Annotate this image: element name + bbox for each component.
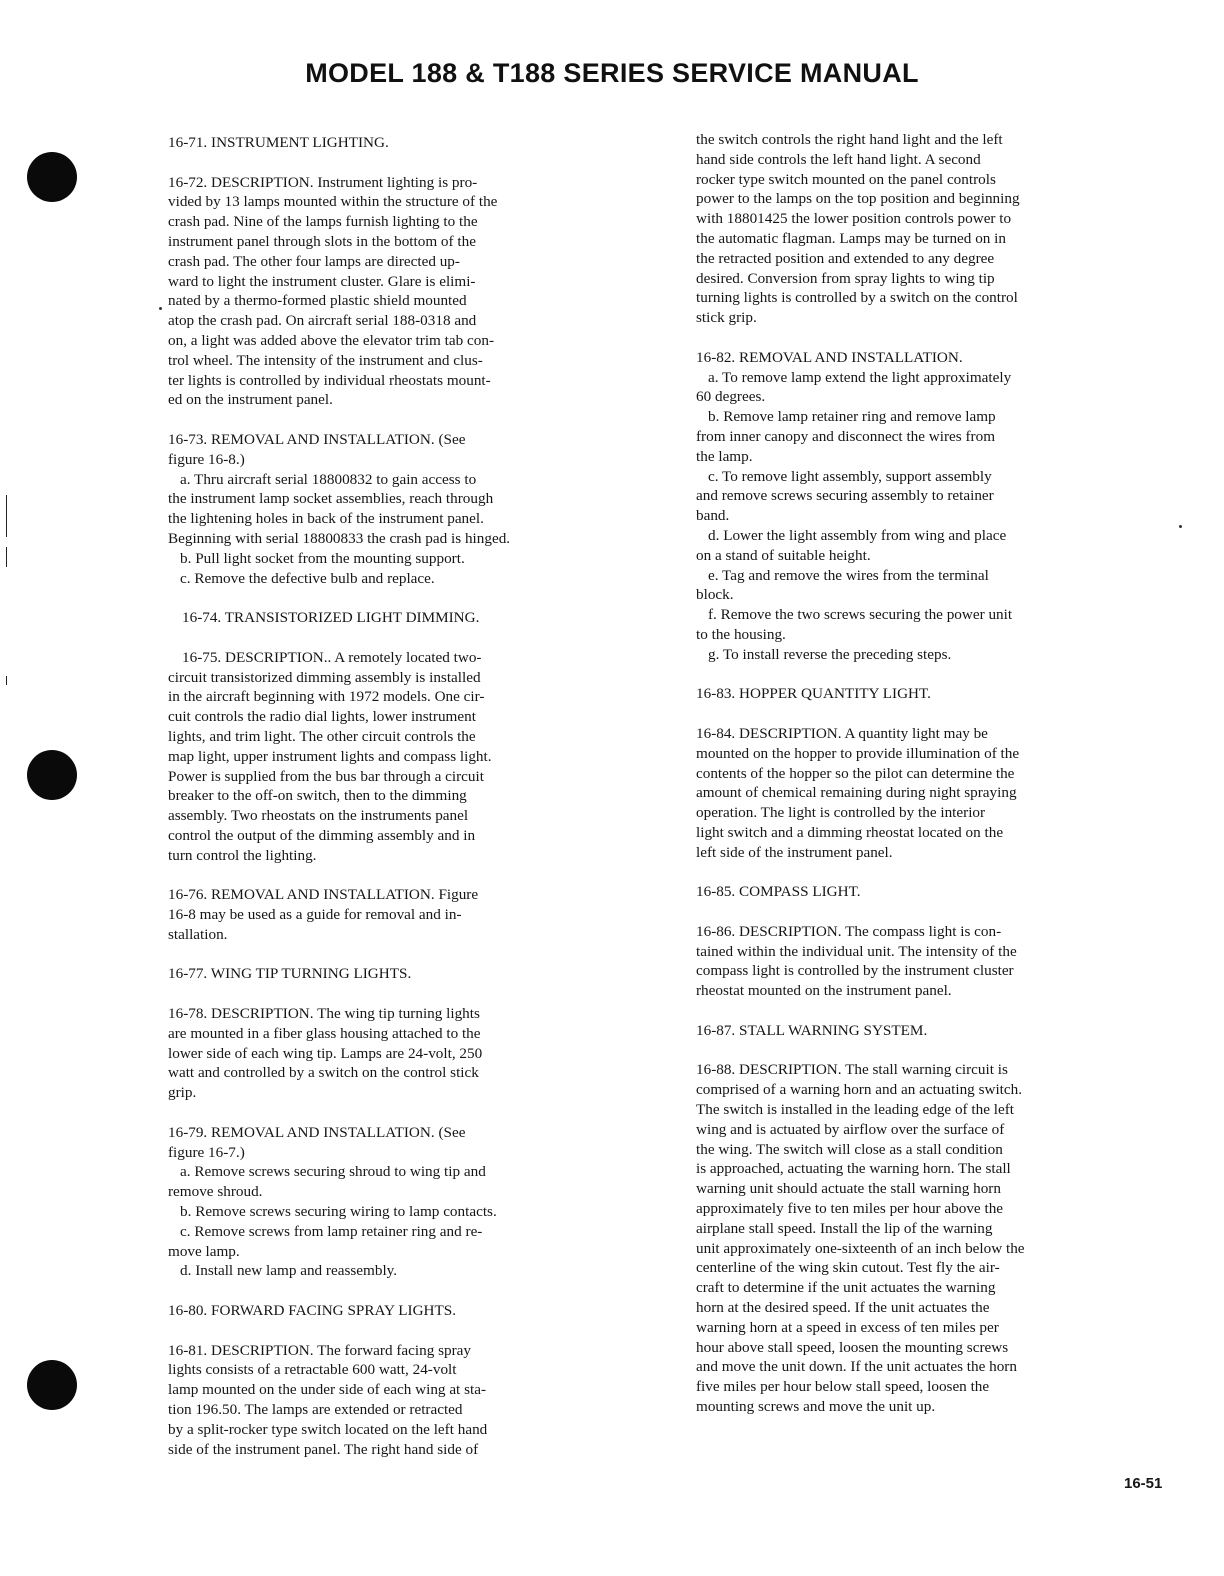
text-line: amount of chemical remaining during night spraying (696, 784, 1017, 802)
text-line: breaker to the off-on switch, then to the dimming (168, 787, 467, 805)
text-line: compass light is controlled by the instrument cluster (696, 962, 1014, 980)
text-line: g. To install reverse the preceding steps. (708, 645, 952, 663)
text-line: 60 degrees. (696, 388, 766, 406)
text-line: crash pad. The other four lamps are directed up- (168, 252, 460, 270)
binder-hole-bottom (27, 1360, 77, 1410)
binder-hole-top (27, 152, 77, 202)
text-line: wing and is actuated by airflow over the surface of (696, 1120, 1005, 1138)
text-line: d. Install new lamp and reassembly. (180, 1262, 398, 1280)
text-line: 16-71. INSTRUMENT LIGHTING. (168, 134, 389, 151)
text-line: f. Remove the two screws securing the power unit (708, 606, 1013, 624)
text-line: power to the lamps on the top position and beginning (696, 190, 1020, 208)
text-line: operation. The light is controlled by the interior (696, 804, 986, 822)
scan-speck (159, 307, 162, 310)
text-line: the automatic flagman. Lamps may be turned on in (696, 229, 1006, 247)
text-line: 16-76. REMOVAL AND INSTALLATION. Figure (168, 886, 479, 904)
text-line: band. (696, 507, 730, 525)
text-line: turn control the lighting. (168, 846, 317, 864)
text-line: rocker type switch mounted on the panel controls (696, 170, 996, 188)
text-line: airplane stall speed. Install the lip of the warning (696, 1219, 993, 1237)
text-line: warning unit should actuate the stall warning horn (696, 1180, 1001, 1198)
text-line: centerline of the wing skin cutout. Test fly the air- (696, 1259, 1000, 1277)
text-line: remove shroud. (168, 1183, 263, 1201)
text-line: 16-80. FORWARD FACING SPRAY LIGHTS. (168, 1302, 457, 1320)
text-line: ward to light the instrument cluster. Glare is elimi- (168, 272, 476, 290)
text-line: instrument panel through slots in the bottom of the (168, 232, 476, 250)
text-line: move lamp. (168, 1242, 240, 1260)
text-line: control the output of the dimming assembly and in (168, 826, 476, 844)
text-line: 16-86. DESCRIPTION. The compass light is con- (696, 922, 1002, 940)
text-line: 16-74. TRANSISTORIZED LIGHT DIMMING. (182, 609, 480, 627)
scan-mark (6, 547, 7, 567)
text-line: Beginning with serial 18800833 the crash pad is hinged. (168, 529, 511, 547)
text-line: 16-72. DESCRIPTION. Instrument lighting is pro- (168, 173, 478, 191)
text-line: Power is supplied from the bus bar through a circuit (168, 767, 484, 785)
text-line: 16-82. REMOVAL AND INSTALLATION. (696, 348, 963, 366)
text-line: the retracted position and extended to any degree (696, 249, 995, 267)
text-line: grip. (168, 1084, 197, 1102)
text-line: The switch is installed in the leading edge of the left (696, 1101, 1015, 1119)
text-line: desired. Conversion from spray lights to wing tip (696, 269, 995, 287)
scan-mark (6, 676, 7, 685)
text-line: lamp mounted on the under side of each wing at sta- (168, 1381, 487, 1399)
text-line: e. Tag and remove the wires from the terminal (708, 566, 989, 584)
text-line: approximately five to ten miles per hour above the (696, 1200, 1004, 1218)
right-column (696, 130, 1025, 1417)
text-line: crash pad. Nine of the lamps furnish lighting to the (168, 213, 478, 231)
text-line: a. Remove screws securing shroud to wing tip and (180, 1163, 486, 1181)
text-line: 16-79. REMOVAL AND INSTALLATION. (See (168, 1123, 466, 1141)
text-line: nated by a thermo-formed plastic shield mounted (168, 292, 467, 310)
text-line: lower side of each wing tip. Lamps are 24-volt, 250 (168, 1044, 483, 1062)
text-line: on a stand of suitable height. (696, 546, 871, 564)
text-line: 16-84. DESCRIPTION. A quantity light may be (696, 724, 988, 742)
text-line: unit approximately one-sixteenth of an inch below the (696, 1239, 1025, 1257)
text-line: 16-78. DESCRIPTION. The wing tip turning lights (168, 1005, 480, 1023)
text-line: in the aircraft beginning with 1972 models. One cir- (168, 688, 485, 706)
text-line: 16-88. DESCRIPTION. The stall warning circuit is (696, 1061, 1008, 1079)
text-line: ed on the instrument panel. (168, 391, 333, 409)
text-line: mounted on the hopper to provide illumination of the (696, 744, 1020, 762)
text-line: left side of the instrument panel. (696, 843, 893, 861)
text-line: tained within the individual unit. The intensity of the (696, 942, 1017, 960)
text-line: turning lights is controlled by a switch on the control (696, 289, 1018, 307)
text-line: block. (696, 586, 734, 604)
text-line: mounting screws and move the unit up. (696, 1398, 936, 1415)
text-line: figure 16-7.) (168, 1143, 245, 1161)
page-title: MODEL 188 & T188 SERIES SERVICE MANUAL (305, 58, 919, 88)
text-line: atop the crash pad. On aircraft serial 188-0318 and (168, 312, 477, 330)
text-line: hand side controls the left hand light. A second (696, 150, 981, 168)
text-line: watt and controlled by a switch on the control stick (168, 1064, 479, 1082)
text-line: 16-75. DESCRIPTION.. A remotely located two- (182, 648, 482, 666)
text-line: b. Pull light socket from the mounting support. (180, 549, 465, 567)
text-line: d. Lower the light assembly from wing and place (708, 526, 1007, 544)
text-line: tion 196.50. The lamps are extended or retracted (168, 1401, 463, 1418)
binder-hole-middle (27, 750, 77, 800)
text-line: b. Remove screws securing wiring to lamp contacts. (180, 1203, 497, 1221)
text-line: stick grip. (696, 309, 757, 327)
text-line: hour above stall speed, loosen the mounting screws (696, 1338, 1009, 1356)
text-line: by a split-rocker type switch located on the left hand (168, 1420, 488, 1438)
text-line: 16-81. DESCRIPTION. The forward facing spray (168, 1341, 471, 1359)
text-line: the instrument lamp socket assemblies, reach through (168, 490, 494, 508)
text-line: 16-87. STALL WARNING SYSTEM. (696, 1021, 928, 1039)
text-line: rheostat mounted on the instrument panel. (696, 982, 952, 1000)
text-line: map light, upper instrument lights and compass light. (168, 747, 492, 765)
scan-mark (6, 495, 7, 537)
text-line: 16-8 may be used as a guide for removal and in- (168, 906, 462, 924)
text-line: side of the instrument panel. The right hand side of (168, 1440, 479, 1458)
text-line: the lamp. (696, 447, 753, 465)
text-line: comprised of a warning horn and an actuating switch. (696, 1081, 1023, 1099)
text-line: b. Remove lamp retainer ring and remove lamp (708, 408, 996, 426)
text-line: the wing. The switch will close as a stall condition (696, 1140, 1003, 1158)
text-line: lights, and trim light. The other circuit controls the (168, 727, 476, 745)
text-line: to the housing. (696, 625, 786, 643)
text-line: with 18801425 the lower position controls power to (696, 210, 1012, 228)
text-line: figure 16-8.) (168, 450, 245, 468)
text-line: from inner canopy and disconnect the wires from (696, 427, 996, 445)
text-line: vided by 13 lamps mounted within the structure of the (168, 193, 498, 211)
text-line: circuit transistorized dimming assembly is installed (168, 668, 481, 686)
text-line: on, a light was added above the elevator trim tab con- (168, 331, 494, 349)
text-line: ter lights is controlled by individual rheostats mount- (168, 371, 491, 389)
text-line: c. Remove screws from lamp retainer ring and re- (180, 1222, 483, 1240)
text-line: assembly. Two rheostats on the instruments panel (168, 807, 469, 825)
text-line: the switch controls the right hand light and the left (696, 131, 1003, 148)
left-column (168, 133, 510, 1459)
text-line: trol wheel. The intensity of the instrument and clus- (168, 351, 483, 369)
text-line: a. To remove lamp extend the light approximately (708, 368, 1012, 386)
page-number: 16-51 (1124, 1475, 1163, 1492)
text-line: horn at the desired speed. If the unit actuates the (696, 1299, 990, 1317)
text-line: the lightening holes in back of the instrument panel. (168, 510, 484, 528)
text-line: lights consists of a retractable 600 watt, 24-volt (168, 1361, 457, 1379)
text-line: 16-85. COMPASS LIGHT. (696, 883, 861, 901)
text-line: and remove screws securing assembly to retainer (696, 487, 994, 505)
text-line: cuit controls the radio dial lights, lower instrument (168, 708, 476, 726)
text-line: five miles per hour below stall speed, loosen the (696, 1378, 990, 1396)
text-line: craft to determine if the unit actuates the warning (696, 1279, 996, 1297)
text-line: are mounted in a fiber glass housing attached to the (168, 1024, 481, 1042)
text-line: warning horn at a speed in excess of ten miles per (696, 1318, 999, 1336)
text-line: 16-83. HOPPER QUANTITY LIGHT. (696, 685, 931, 703)
text-line: a. Thru aircraft serial 18800832 to gain access to (180, 470, 477, 488)
text-line: c. To remove light assembly, support assembly (708, 467, 992, 485)
text-line: light switch and a dimming rheostat located on the (696, 823, 1004, 841)
text-line: 16-73. REMOVAL AND INSTALLATION. (See (168, 430, 466, 448)
text-line: stallation. (168, 925, 228, 943)
text-line: contents of the hopper so the pilot can determine the (696, 764, 1015, 782)
text-line: and move the unit down. If the unit actuates the horn (696, 1358, 1017, 1376)
scan-speck (1179, 525, 1182, 528)
text-line: is approached, actuating the warning horn. The stall (696, 1160, 1011, 1178)
text-line: c. Remove the defective bulb and replace. (180, 569, 435, 587)
text-line: 16-77. WING TIP TURNING LIGHTS. (168, 965, 412, 983)
